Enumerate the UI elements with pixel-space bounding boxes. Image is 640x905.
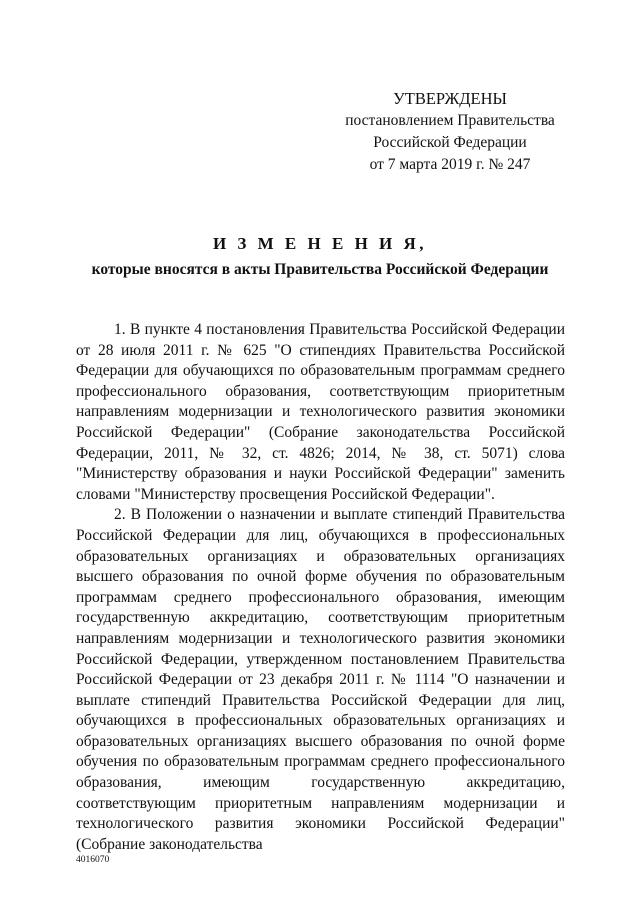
approval-line-2: Российской Федерации [373, 134, 527, 151]
approval-block [330, 88, 570, 176]
approval-status: УТВЕРЖДЕНЫ [393, 89, 507, 108]
document-code: 4016070 [76, 855, 110, 865]
document-body [76, 320, 565, 855]
approval-line-1: постановлением Правительства [345, 112, 555, 129]
document-subtitle: которые вносятся в акты Правительства Российской Федерации [91, 261, 549, 278]
paragraph-2: 2. В Положении о назначении и выплате стипендий Правительства Российской Федерации для лиц, обучающихся в профессиональных образовательных организациях и образовательных организациях высшего образования по очной форме обучения по образовательным программам среднего профессионального образования, имеющим государственную аккредитацию, соответствующим приоритетным направлениям модернизации и технологического развития экономики Российской Федерации, утвержденном постановлением Правительства Российской Федерации от 23 декабря 2011 г. № 1114 "О назначении и выплате стипендий Правительства Российской Федерации для лиц, обучающихся в профессиональных образовательных организациях и образовательных организациях высшего образования по очной форме обучения по образовательным программам среднего профессионального образования, имеющим государственную аккредитацию, соответствующим приоритетным направлениям модернизации и технологического развития экономики Российской Федерации" (Собрание законодательства [76, 506, 565, 853]
approval-line-3: от 7 марта 2019 г. № 247 [369, 156, 531, 173]
paragraph-1: 1. В пункте 4 постановления Правительства Российской Федерации от 28 июля 2011 г. № 625 "О стипендиях Правительства Российской Федерации для обучающихся по образовательным программам среднего профессионального образования, соответствующим приоритетным направлениям модернизации и технологического развития экономики Российской Федерации" (Собрание законодательства Российской Федерации, 2011, № 32, ст. 4826; 2014, № 38, ст. 5071) слова "Министерству образования и науки Российской Федерации" заменить словами "Министерству просвещения Российской Федерации". [76, 321, 565, 503]
document-title: И З М Е Н Е Н И Я, [212, 234, 428, 253]
